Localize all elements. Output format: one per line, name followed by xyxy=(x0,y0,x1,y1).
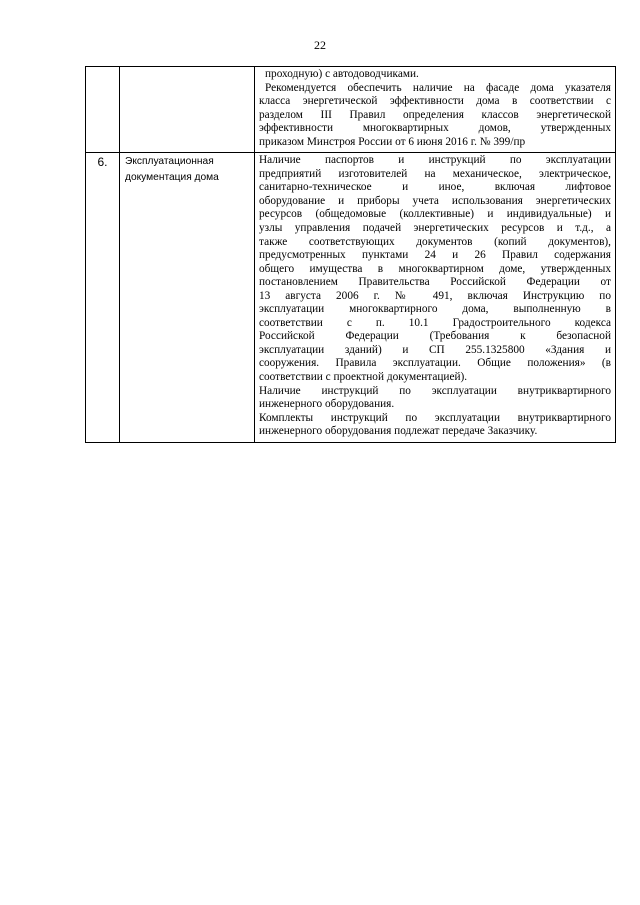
description-line: санитарно-техническое и иное, включая лифтовое xyxy=(259,181,611,194)
description-line: узлы управления подачей энергетических ресурсов и т.д., а xyxy=(259,222,611,235)
row-number-cell xyxy=(86,153,120,442)
description-line: предусмотренных пунктами 24 и 26 Правил содержания xyxy=(259,249,611,262)
row-title-cell xyxy=(120,67,255,153)
description-line: приказом Минстроя России от 6 июня 2016 г. № 399/пр xyxy=(259,135,526,148)
description-line: Наличие инструкций по эксплуатации внутриквартирного xyxy=(259,384,611,397)
description-line: эксплуатации многоквартирного дома, выполненную в xyxy=(259,303,611,316)
row-description-cell xyxy=(255,67,616,153)
page-number: 22 xyxy=(314,38,326,52)
description-line: Комплекты инструкций по эксплуатации внутриквартирного xyxy=(259,411,611,424)
description-line: инженерного оборудования подлежат передаче Заказчику. xyxy=(259,425,538,438)
description-line: 13 августа 2006 г. № 491, включая Инструкцию по xyxy=(259,289,611,302)
description-line: предприятий изготовителей на механическое, электрическое, xyxy=(259,167,611,180)
description-line: Наличие паспортов и инструкций по эксплуатации xyxy=(259,154,611,167)
description-line: разделом III Правил определения классов энергетической xyxy=(259,108,611,121)
row-description-cell xyxy=(255,153,616,442)
table-row xyxy=(86,67,616,153)
description-line: соответствии с п. 10.1 Градостроительного кодекса xyxy=(259,316,611,329)
row-number: 6. xyxy=(97,155,108,170)
description-line: общего имущества в многоквартирном доме, утвержденных xyxy=(259,262,611,275)
row-title: Эксплуатационная документация дома xyxy=(125,156,219,183)
table-row xyxy=(86,153,616,442)
description-line: оборудование и приборы учета использования энергетических xyxy=(259,194,611,207)
description-line: инженерного оборудования. xyxy=(259,398,395,411)
row-number-cell xyxy=(86,67,120,153)
description-line: эксплуатации зданий) и СП 255.1325800 «Здания и xyxy=(259,343,611,356)
description-line: сооружения. Правила эксплуатации. Общие положения» (в xyxy=(259,357,611,370)
description-line: проходную) с автодоводчиками. xyxy=(265,68,419,80)
description-line: эффективности многоквартирных домов, утвержденных xyxy=(259,122,611,135)
row-title-cell xyxy=(120,153,255,442)
row-number xyxy=(86,67,119,69)
description-line: также соответствующих документов (копий документов), xyxy=(259,235,611,248)
requirements-table xyxy=(85,66,616,443)
description-line: ресурсов (общедомовые (коллективные) и индивидуальные) и xyxy=(259,208,611,221)
description-line: соответствии с проектной документацией). xyxy=(259,371,468,384)
description-line: постановлением Правительства Российской Федерации от xyxy=(259,276,611,289)
description-line: класса энергетической эффективности дома в соответствии с xyxy=(259,95,611,108)
description-line: Рекомендуется обеспечить наличие на фасаде дома указателя xyxy=(265,81,611,94)
description-line: Российской Федерации (Требования к безопасной xyxy=(259,330,611,343)
